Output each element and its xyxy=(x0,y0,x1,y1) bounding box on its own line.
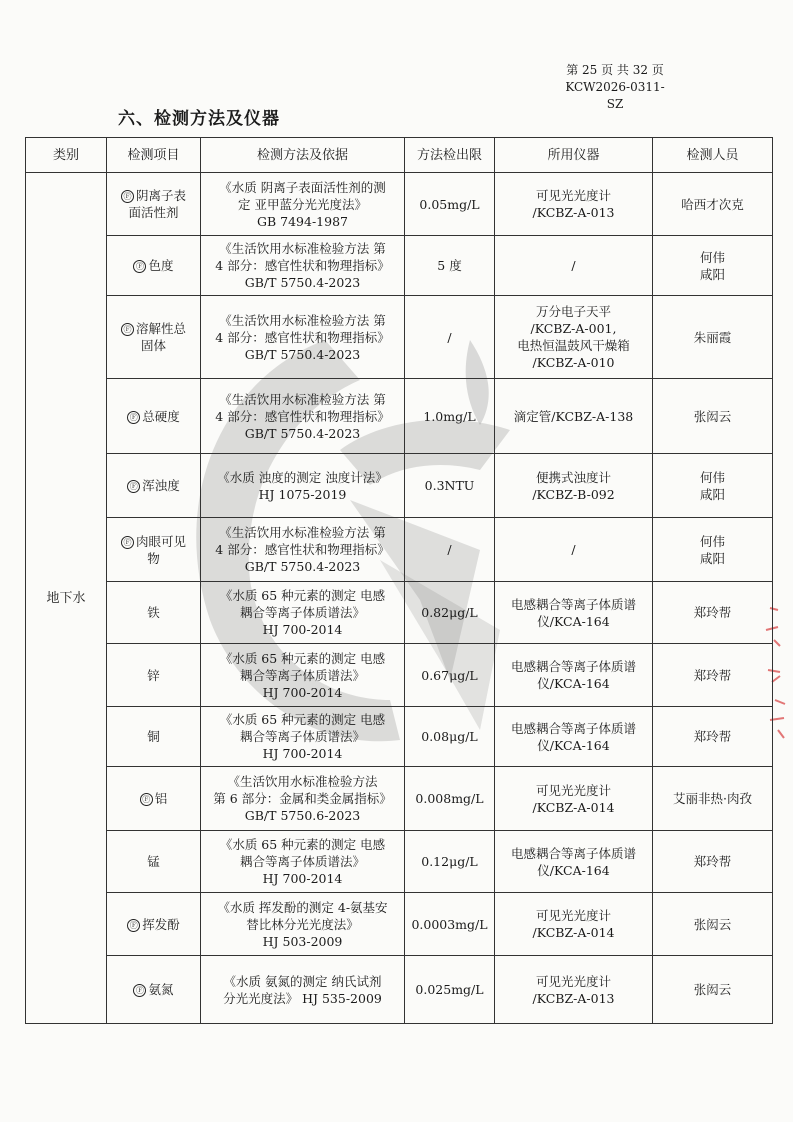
header-instrument: 所用仪器 xyxy=(495,138,653,173)
instrument-text: / xyxy=(571,542,576,557)
method-text: 《水质 阴离子表面活性剂的测 定 亚甲蓝分光光度法》 GB 7494-1987 xyxy=(219,179,386,229)
limit-cell: / xyxy=(405,296,495,379)
page-number: 第 25 页 共 32 页 xyxy=(566,63,664,77)
item-cell xyxy=(107,707,201,767)
item-cell xyxy=(107,956,201,1024)
item-name: 氨氮 xyxy=(148,982,174,997)
item-name: 铜 xyxy=(147,729,160,744)
limit-cell: 0.08μg/L xyxy=(405,707,495,767)
instrument-cell xyxy=(495,454,653,518)
item-name: 铁 xyxy=(147,605,160,620)
person-cell xyxy=(653,893,773,956)
person-cell xyxy=(653,518,773,582)
section-title: 六、检测方法及仪器 xyxy=(118,109,280,129)
instrument-text: 电感耦合等离子体质谱 仪/KCA-164 xyxy=(510,596,636,629)
method-text: 《水质 65 种元素的测定 电感 耦合等离子体质谱法》 HJ 700-2014 xyxy=(219,712,386,761)
method-cell xyxy=(201,582,405,644)
person-text: 艾丽非热·肉孜 xyxy=(673,791,752,806)
instrument-text: 可见光光度计 /KCBZ-A-014 xyxy=(532,908,615,940)
person-text: 朱丽霞 xyxy=(693,329,732,345)
instrument-text: 可见光光度计 /KCBZ-A-014 xyxy=(532,782,615,815)
person-text: 张闳云 xyxy=(693,916,732,932)
table-row xyxy=(26,379,773,454)
item-name: 锌 xyxy=(147,667,160,683)
method-cell xyxy=(201,379,405,454)
instrument-cell xyxy=(495,296,653,379)
table-row xyxy=(26,707,773,767)
methods-table xyxy=(25,137,773,1024)
method-text: 《水质 氨氮的测定 纳氏试剂 分光光度法》 HJ 535-2009 xyxy=(223,973,382,1006)
item-name: 肉眼可见 物 xyxy=(135,533,186,566)
instrument-text: 滴定管/KCBZ-A-138 xyxy=(513,408,634,424)
person-text: 何伟 咸阳 xyxy=(699,533,725,566)
limit-cell: 0.12μg/L xyxy=(405,831,495,893)
person-cell xyxy=(653,454,773,518)
item-cell xyxy=(107,518,201,582)
item-cell xyxy=(107,582,201,644)
table-row xyxy=(26,518,773,582)
limit-cell: 0.025mg/L xyxy=(405,956,495,1024)
method-text: 《生活饮用水标准检验方法 第 4 部分：感官性状和物理指标》 GB/T 5750.4-2023 xyxy=(215,312,390,362)
table-row xyxy=(26,236,773,296)
instrument-cell xyxy=(495,582,653,644)
method-cell xyxy=(201,644,405,707)
method-cell xyxy=(201,767,405,831)
item-name: 色度 xyxy=(148,258,174,273)
method-text: 《水质 65 种元素的测定 电感 耦合等离子体质谱法》 HJ 700-2014 xyxy=(219,837,386,886)
person-cell xyxy=(653,707,773,767)
table-row xyxy=(26,454,773,518)
limit-cell: 0.3NTU xyxy=(405,454,495,518)
table-row xyxy=(26,582,773,644)
person-cell xyxy=(653,956,773,1024)
table-row xyxy=(26,173,773,236)
instrument-cell xyxy=(495,236,653,296)
table-row xyxy=(26,644,773,707)
method-cell xyxy=(201,518,405,582)
item-cell xyxy=(107,236,201,296)
person-cell xyxy=(653,236,773,296)
header-person: 检测人员 xyxy=(653,138,773,173)
instrument-cell xyxy=(495,379,653,454)
method-cell xyxy=(201,831,405,893)
instrument-text: 电感耦合等离子体质谱 仪/KCA-164 xyxy=(510,659,636,691)
limit-cell: 0.67μg/L xyxy=(405,644,495,707)
method-cell xyxy=(201,956,405,1024)
table-row xyxy=(26,831,773,893)
field-mark-icon: Ⓕ xyxy=(127,919,140,932)
person-cell xyxy=(653,582,773,644)
instrument-text: 电感耦合等离子体质谱 仪/KCA-164 xyxy=(510,720,636,753)
method-cell xyxy=(201,454,405,518)
limit-cell: / xyxy=(405,518,495,582)
field-mark-icon: Ⓕ xyxy=(127,480,140,493)
instrument-cell xyxy=(495,173,653,236)
method-cell xyxy=(201,296,405,379)
category-cell: 地下水 xyxy=(26,173,107,1024)
person-text: 郑玲帮 xyxy=(693,729,732,744)
page-info xyxy=(560,62,670,113)
field-mark-icon: Ⓕ xyxy=(121,190,134,203)
instrument-cell xyxy=(495,956,653,1024)
method-cell xyxy=(201,236,405,296)
header-method: 检测方法及依据 xyxy=(201,138,405,173)
item-cell xyxy=(107,454,201,518)
item-cell xyxy=(107,644,201,707)
person-cell xyxy=(653,379,773,454)
item-cell xyxy=(107,296,201,379)
instrument-cell xyxy=(495,518,653,582)
table-row xyxy=(26,767,773,831)
item-name: 浑浊度 xyxy=(142,478,180,493)
field-mark-icon: Ⓕ xyxy=(133,984,146,997)
limit-cell: 0.82μg/L xyxy=(405,582,495,644)
field-mark-icon: Ⓕ xyxy=(140,793,153,806)
item-name: 阴离子表 面活性剂 xyxy=(128,188,186,220)
field-mark-icon: Ⓕ xyxy=(127,411,140,424)
person-cell xyxy=(653,296,773,379)
field-mark-icon: Ⓕ xyxy=(121,323,134,336)
item-name: 总硬度 xyxy=(142,408,180,424)
method-text: 《水质 65 种元素的测定 电感 耦合等离子体质谱法》 HJ 700-2014 xyxy=(219,650,386,700)
method-text: 《水质 浊度的测定 浊度计法》 HJ 1075-2019 xyxy=(217,469,388,502)
person-text: 张闳云 xyxy=(693,408,732,424)
method-text: 《生活饮用水标准检验方法 第 4 部分：感官性状和物理指标》 GB/T 5750.4-2023 xyxy=(215,525,390,574)
instrument-cell xyxy=(495,893,653,956)
instrument-text: 便携式浊度计 /KCBZ-B-092 xyxy=(532,469,615,502)
instrument-text: / xyxy=(571,258,576,273)
person-cell xyxy=(653,644,773,707)
item-cell xyxy=(107,379,201,454)
item-name: 铝 xyxy=(154,791,168,806)
header-category: 类别 xyxy=(26,138,107,173)
limit-cell: 0.0003mg/L xyxy=(405,893,495,956)
method-text: 《生活饮用水标准检验方法 第 6 部分：金属和类金属指标》 GB/T 5750.6-2023 xyxy=(213,774,392,823)
instrument-cell xyxy=(495,644,653,707)
table-row xyxy=(26,296,773,379)
method-cell xyxy=(201,893,405,956)
limit-cell: 0.05mg/L xyxy=(405,173,495,236)
person-text: 何伟 咸阳 xyxy=(699,249,725,282)
limit-cell: 1.0mg/L xyxy=(405,379,495,454)
method-text: 《水质 65 种元素的测定 电感 耦合等离子体质谱法》 HJ 700-2014 xyxy=(219,588,386,637)
header-item: 检测项目 xyxy=(107,138,201,173)
limit-cell: 5 度 xyxy=(405,236,495,296)
person-text: 郑玲帮 xyxy=(693,605,732,620)
method-cell xyxy=(201,707,405,767)
table-row xyxy=(26,956,773,1024)
instrument-text: 万分电子天平 /KCBZ-A-001, 电热恒温鼓风干燥箱 /KCBZ-A-010 xyxy=(517,304,630,370)
field-mark-icon: Ⓕ xyxy=(133,260,146,273)
header-limit: 方法检出限 xyxy=(405,138,495,173)
person-cell xyxy=(653,831,773,893)
instrument-cell xyxy=(495,767,653,831)
item-cell xyxy=(107,173,201,236)
report-number: KCW2026-0311-SZ xyxy=(565,80,665,111)
item-name: 挥发酚 xyxy=(142,916,180,932)
field-mark-icon: Ⓕ xyxy=(121,536,134,549)
table-row xyxy=(26,893,773,956)
person-text: 哈西才次克 xyxy=(681,196,744,212)
person-text: 张闳云 xyxy=(693,982,732,997)
person-text: 郑玲帮 xyxy=(693,854,732,869)
instrument-cell xyxy=(495,707,653,767)
instrument-cell xyxy=(495,831,653,893)
item-cell xyxy=(107,893,201,956)
method-text: 《生活饮用水标准检验方法 第 4 部分：感官性状和物理指标》 GB/T 5750.4-2023 xyxy=(215,391,390,441)
item-cell xyxy=(107,831,201,893)
item-cell xyxy=(107,767,201,831)
method-text: 《生活饮用水标准检验方法 第 4 部分：感官性状和物理指标》 GB/T 5750.4-2023 xyxy=(215,241,390,290)
person-text: 何伟 咸阳 xyxy=(699,469,725,502)
method-cell xyxy=(201,173,405,236)
person-cell xyxy=(653,767,773,831)
instrument-text: 电感耦合等离子体质谱 仪/KCA-164 xyxy=(510,845,636,878)
person-cell xyxy=(653,173,773,236)
limit-cell: 0.008mg/L xyxy=(405,767,495,831)
person-text: 郑玲帮 xyxy=(693,667,732,683)
table-header-row xyxy=(26,138,773,173)
instrument-text: 可见光光度计 /KCBZ-A-013 xyxy=(532,973,615,1006)
item-name: 溶解性总 固体 xyxy=(135,321,186,353)
method-text: 《水质 挥发酚的测定 4-氨基安 替比林分光光度法》 HJ 503-2009 xyxy=(217,899,388,949)
item-name: 锰 xyxy=(147,854,160,869)
instrument-text: 可见光光度计 /KCBZ-A-013 xyxy=(532,188,615,220)
